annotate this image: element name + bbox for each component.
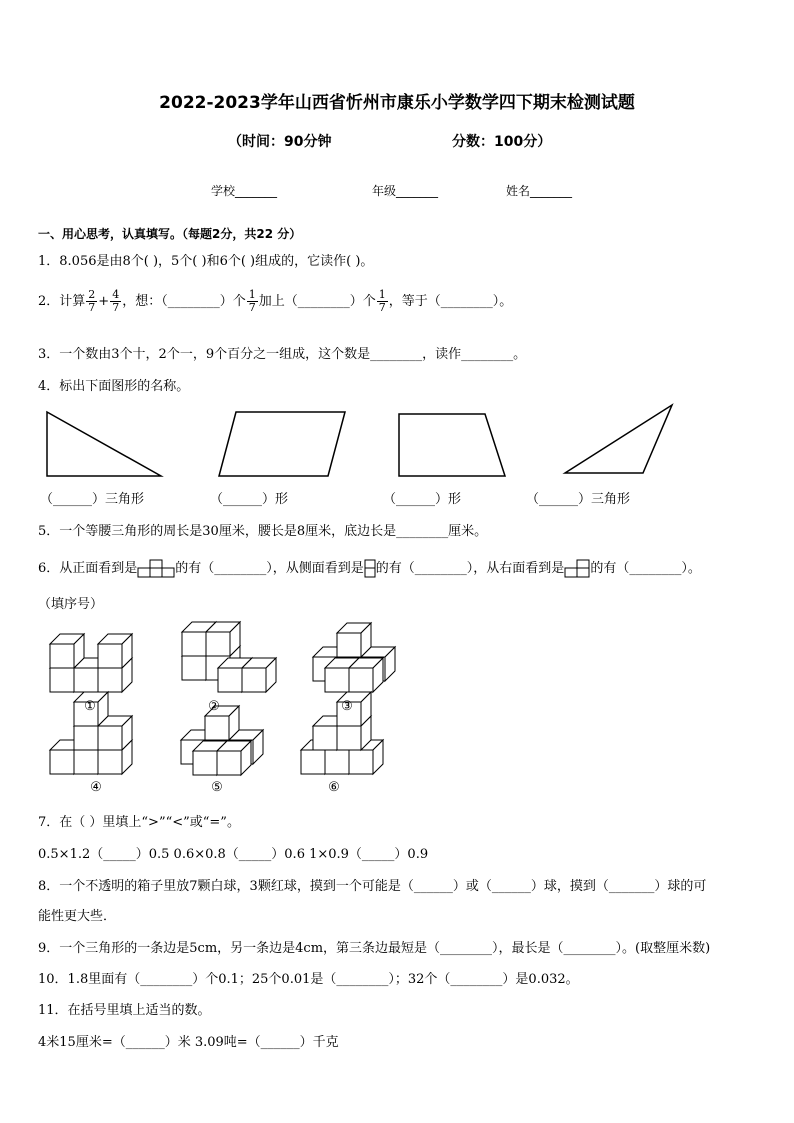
grade-field: 年级_______: [372, 184, 439, 198]
shape-label-4: （______）三角形: [526, 492, 631, 507]
section-heading: 一、用心思考，认真填写。（每题2分，共22 分）: [38, 227, 302, 241]
q6-text-b: 的有（________），从侧面看到是: [175, 561, 364, 576]
question-11: 11．在括号里填上适当的数。: [38, 1003, 211, 1018]
question-10: 10．1.8里面有（________）个0.1；25个0.01是（________）；32个（________）是0.032。: [38, 972, 579, 987]
cube: [50, 634, 84, 668]
page-title: 2022-2023学年山西省忻州市康乐小学数学四下期末检测试题: [159, 93, 635, 113]
shape-label-2: （______）形: [210, 492, 289, 507]
q2-text-a: 2．计算: [38, 294, 86, 309]
cube: [242, 658, 276, 692]
school-field: 学校_______: [211, 184, 278, 198]
question-5: 5．一个等腰三角形的周长是30厘米，腰长是8厘米，底边长是________厘米。: [38, 524, 488, 539]
fraction: $\frac{4}{7}$: [112, 288, 120, 314]
question-9: 9．一个三角形的一条边是5cm，另一条边是4cm，第三条边最短是（________），最长是（________）。(取整厘米数): [38, 941, 711, 956]
q6-text-c: 的有（________），从右面看到是: [375, 561, 565, 576]
q6-text-a: 6．从正面看到是: [38, 561, 138, 576]
score-label: 分数：100分）: [452, 134, 552, 150]
cube: [337, 623, 371, 657]
question-4: 4．标出下面图形的名称。: [38, 379, 190, 394]
figure-number-4: ④: [90, 780, 102, 795]
figure-number-3: ③: [341, 699, 353, 714]
q2-text-d: ，等于（________）。: [388, 294, 513, 309]
q2-text-b: ，想：（________）个: [122, 294, 246, 309]
q2-text-c: 加上（________）个: [258, 294, 376, 309]
shape-label-1: （______）三角形: [40, 492, 145, 507]
fraction: $\frac{1}{7}$: [378, 288, 386, 314]
shape-label-3: （______）形: [383, 492, 462, 507]
question-11-items: 4米15厘米=（______）米 3.09吨=（______）千克: [38, 1035, 339, 1050]
fraction: $\frac{1}{7}$: [248, 288, 256, 314]
question-7: 7．在（ ）里填上“>”“<”或“=”。: [38, 815, 240, 830]
question-1: 1．8.056是由8个( )，5个( )和6个( )组成的，它读作( )。: [38, 254, 374, 269]
time-label: （时间：90分钟: [228, 134, 332, 150]
name-field: 姓名_______: [506, 184, 573, 198]
fill-number-note: （填序号）: [38, 597, 104, 612]
figure-number-5: ⑤: [211, 780, 223, 795]
figure-number-2: ②: [208, 699, 220, 714]
figure-number-1: ①: [84, 699, 96, 714]
figure-number-6: ⑥: [328, 780, 340, 795]
question-3: 3．一个数由3个十，2个一，9个百分之一组成，这个数是________，读作________。: [38, 347, 527, 362]
cube: [206, 622, 240, 656]
cube: [98, 634, 132, 668]
fraction: $\frac{2}{7}$: [88, 288, 96, 314]
cube: [349, 658, 383, 692]
plus-sign: +: [98, 294, 110, 309]
question-8: 8．一个不透明的箱子里放7颗白球，3颗红球，摸到一个可能是（______）或（______）球，摸到（_______）球的可: [38, 879, 707, 894]
q6-text-d: 的有（________）。: [590, 561, 701, 576]
question-7-items: 0.5×1.2（_____）0.5 0.6×0.8（_____）0.6 1×0.9（_____）0.9: [38, 847, 429, 862]
cube: [217, 741, 251, 775]
question-8-cont: 能性更大些．: [38, 909, 117, 924]
